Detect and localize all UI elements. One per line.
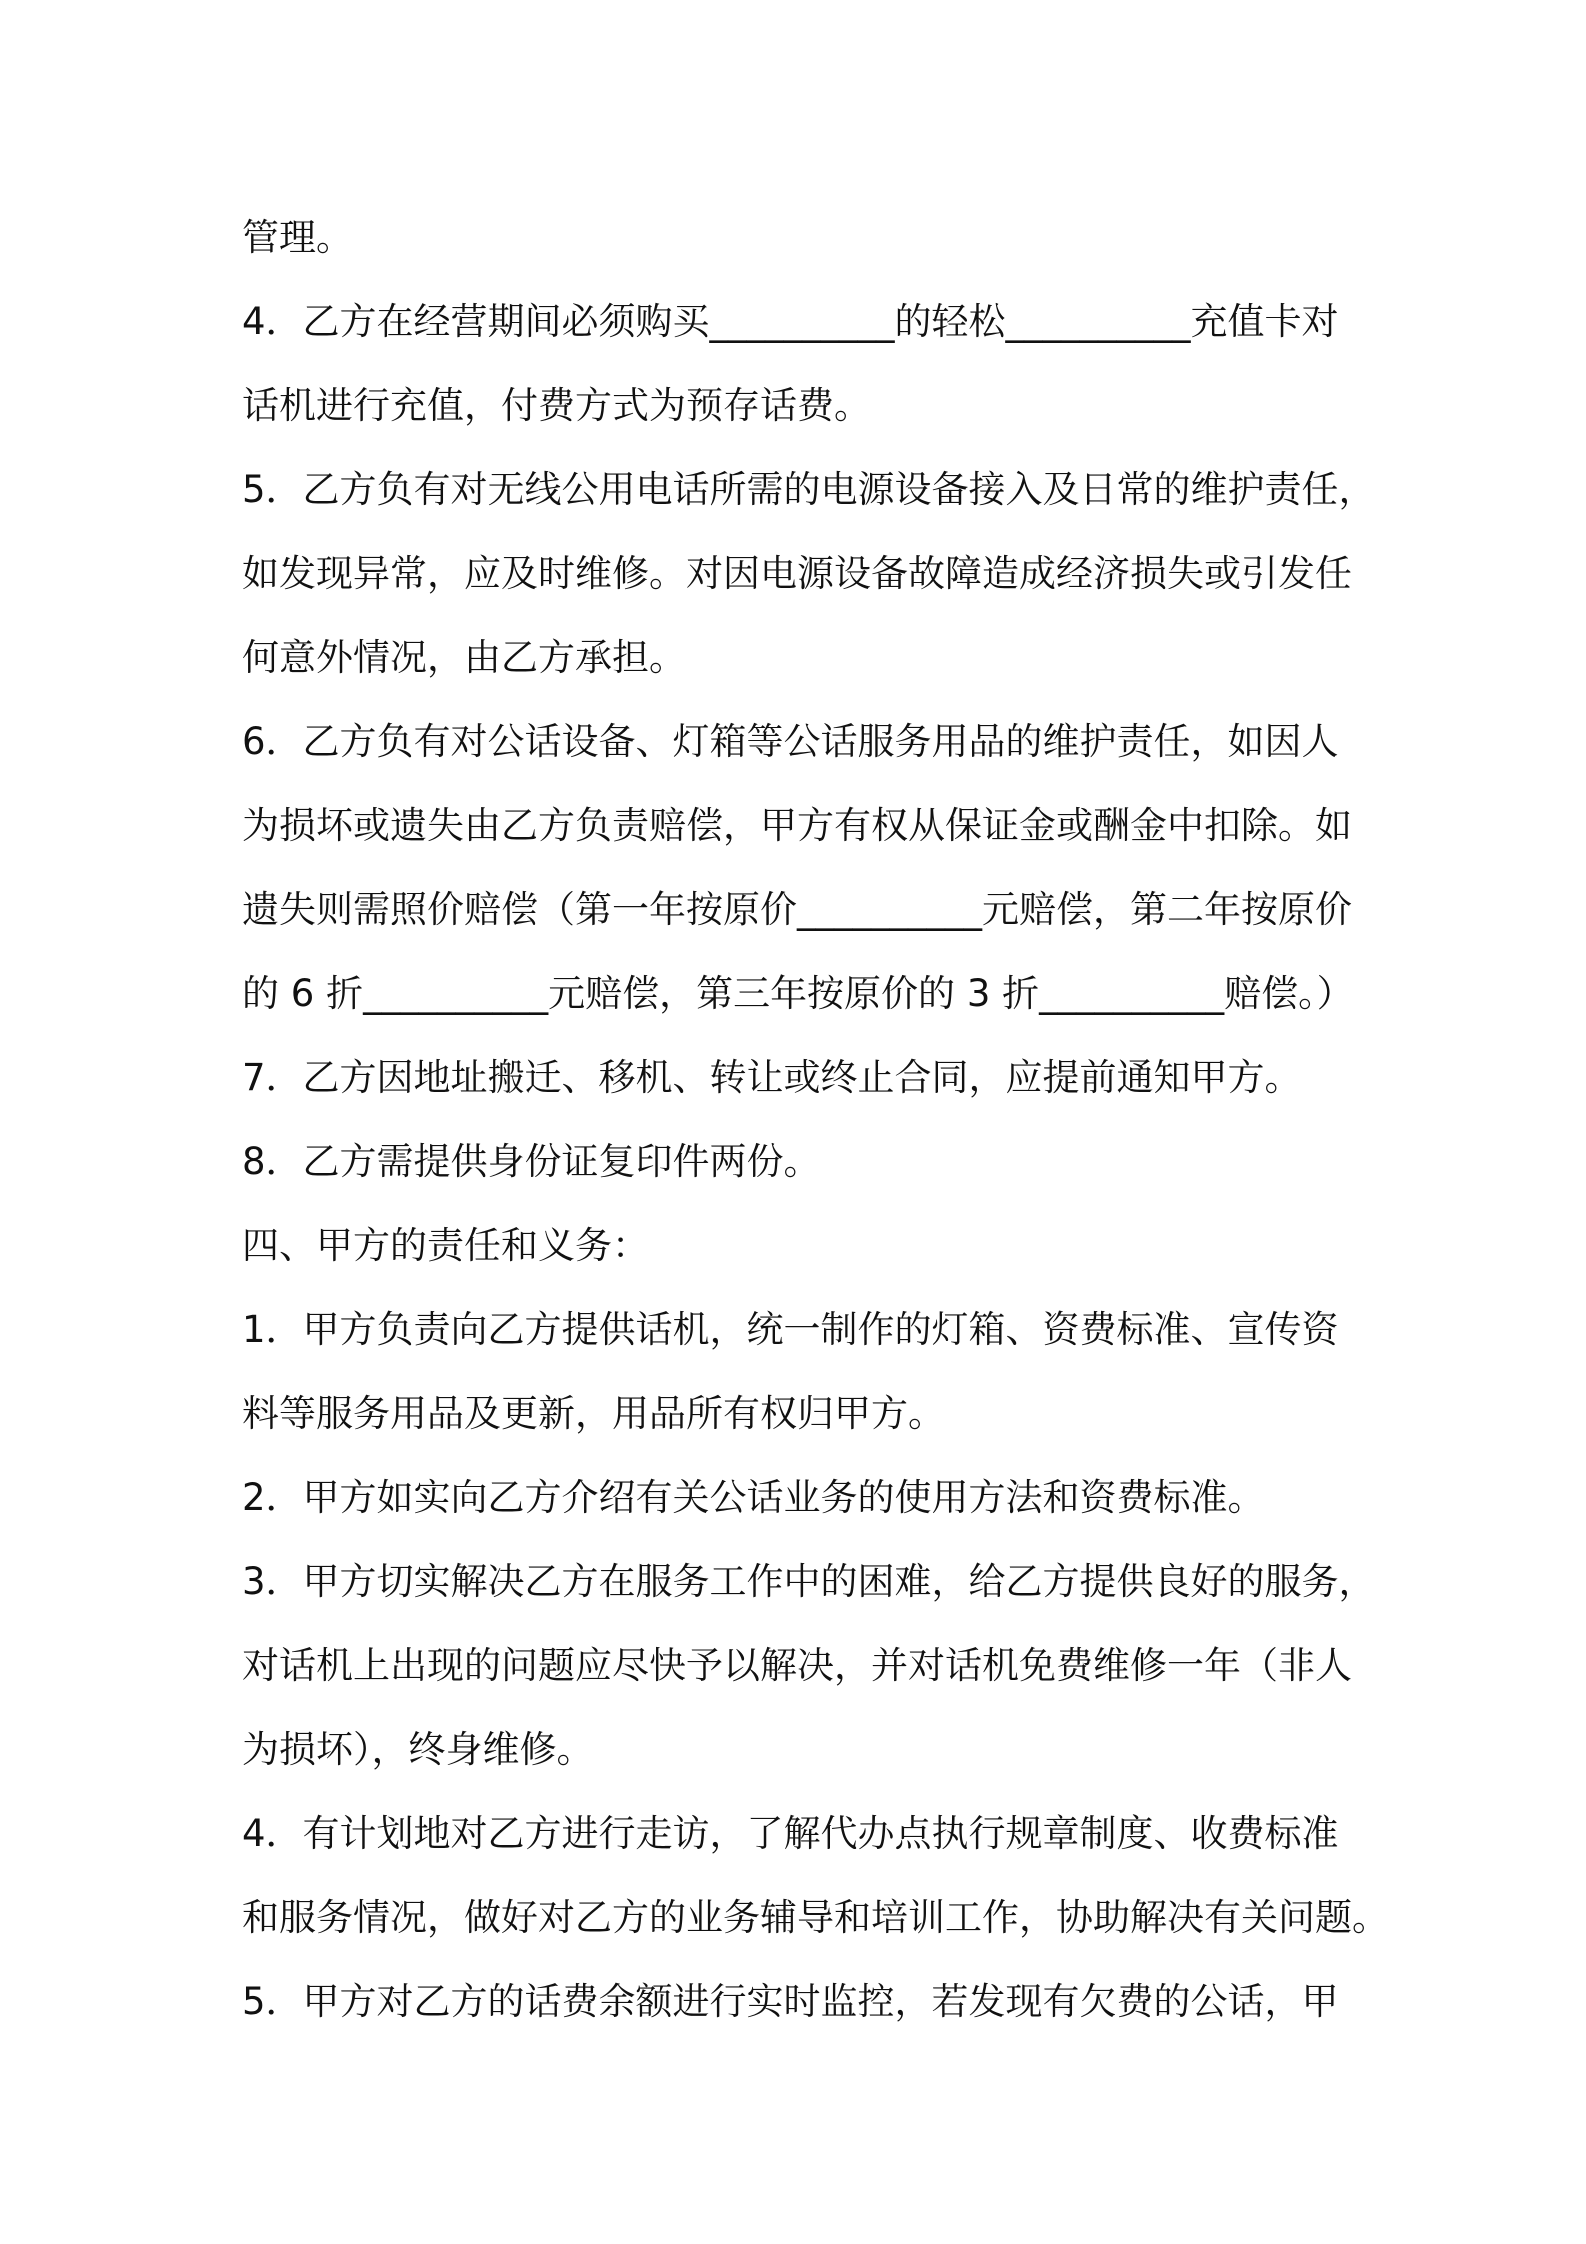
document-body (242, 196, 1389, 2044)
text-line: 对话机上出现的问题应尽快予以解决，并对话机免费维修一年（非人 (242, 1644, 1352, 1687)
section-heading: 四、甲方的责任和义务： (242, 1224, 649, 1267)
clause-3-5-line: 5．乙方负有对无线公用电话所需的电源设备接入及日常的维护责任， (242, 468, 1376, 511)
clause-4-2-line: 2．甲方如实向乙方介绍有关公话业务的使用方法和资费标准。 (242, 1476, 1265, 1519)
text-line: 遗失则需照价赔偿（第一年按原价__________元赔偿，第二年按原价 (242, 888, 1352, 931)
clause-4-5-line: 5．甲方对乙方的话费余额进行实时监控，若发现有欠费的公话，甲 (242, 1980, 1339, 2023)
clause-4-3-line: 3．甲方切实解决乙方在服务工作中的困难，给乙方提供良好的服务， (242, 1560, 1376, 1603)
text-line: 和服务情况，做好对乙方的业务辅导和培训工作，协助解决有关问题。 (242, 1896, 1389, 1939)
text-line: 如发现异常，应及时维修。对因电源设备故障造成经济损失或引发任 (242, 552, 1352, 595)
text-line: 为损坏或遗失由乙方负责赔偿，甲方有权从保证金或酬金中扣除。如 (242, 804, 1352, 847)
clause-4-4-line: 4．有计划地对乙方进行走访，了解代办点执行规章制度、收费标准 (242, 1812, 1339, 1855)
text-line: 的 6 折__________元赔偿，第三年按原价的 3 折__________赔偿。） (242, 972, 1354, 1015)
text-line: 管理。 (242, 216, 353, 259)
clause-3-7-line: 7．乙方因地址搬迁、移机、转让或终止合同，应提前通知甲方。 (242, 1056, 1302, 1099)
text-line: 为损坏），终身维修。 (242, 1728, 594, 1771)
clause-4-1-line: 1．甲方负责向乙方提供话机，统一制作的灯箱、资费标准、宣传资 (242, 1308, 1339, 1351)
clause-3-4-line: 4．乙方在经营期间必须购买__________的轻松__________充值卡对 (242, 300, 1339, 343)
text-line: 话机进行充值，付费方式为预存话费。 (242, 384, 871, 427)
clause-3-6-line: 6．乙方负有对公话设备、灯箱等公话服务用品的维护责任，如因人 (242, 720, 1339, 763)
clause-3-8-line: 8．乙方需提供身份证复印件两份。 (242, 1140, 821, 1183)
text-line: 何意外情况，由乙方承担。 (242, 636, 686, 679)
text-line: 料等服务用品及更新，用品所有权归甲方。 (242, 1392, 945, 1435)
